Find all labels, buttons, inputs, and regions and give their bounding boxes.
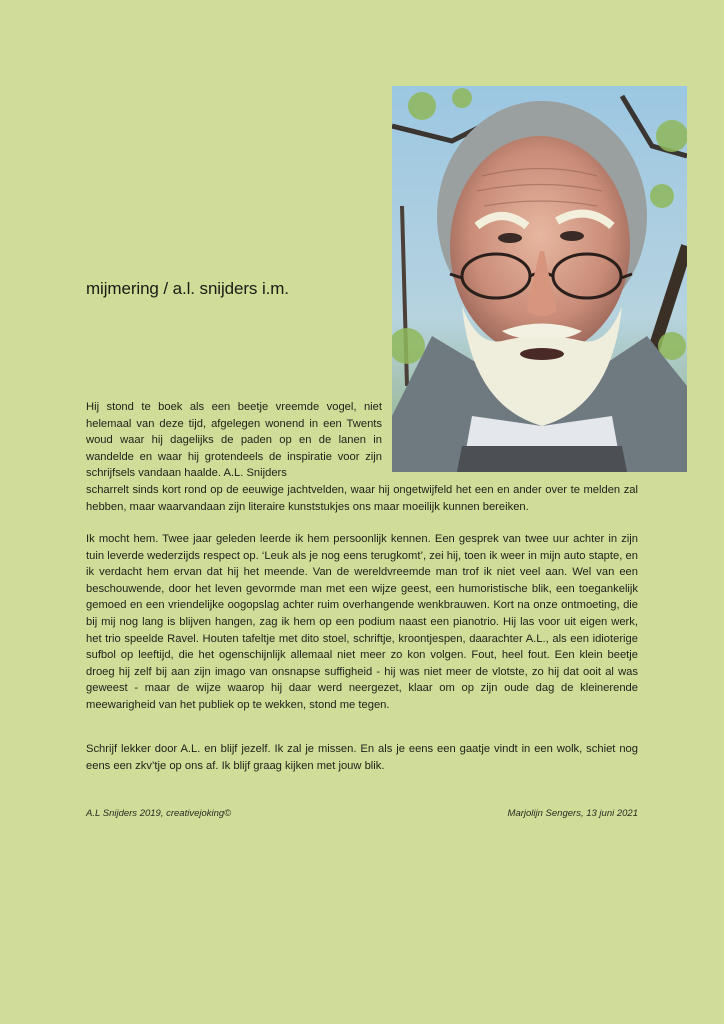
paragraph-memory: Ik mocht hem. Twee jaar geleden leerde ik hem persoonlijk kennen. Een gesprek van twee uur achter in zijn tuin leverde wederzijds respect op. ‘Leuk als je nog eens terugkomt’, zei hij, toen ik weer in mijn auto stapte, en ik verdacht hem ervan dat hij het meende. Van de wereldvreemde man trof ik niet veel aan. Wel van een beschouwende, door het leven gevormde man met een wijze geest, een humoristische blik, een toegankelijk gemoed en een vriendelijke oogopslag achter ruim overhangende wenkbrauwen. Kort na onze ontmoeting, die bij mij nog lang is blijven hangen, zag ik hem op een podium naast een pianotrio. Hij las voor uit eigen werk, het trio speelde Ravel. Houten tafeltje met dito stoel, schriftje, kroontjespen, daarachter A.L., als een idioterige sufbol op leeftijd, die het ogenschijnlijk allemaal niet meer zo kon volgen. Fout, heel fout. Een klein beetje droeg hij zelf bij aan zijn imago van onsnapse suffigheid - hij was niet meer de vlotste, zo hij dat ooit al was geweest - maar de wijze waarop hij daar werd neergezet, klaar om op zijn oude dag de kleinerende meewarigheid van het publiek op te wekken, stond me tegen. (86, 533, 638, 711)
paragraph-intro-continued: scharrelt sinds kort rond op de eeuwige jachtvelden, waar hij ongetwijfeld het een en ander over te melden zal hebben, maar waarvandaan zijn literaire kunststukjes ons maar moeilijk kunnen bereiken. (86, 484, 638, 513)
page-title: mijmering / a.l. snijders i.m. (86, 279, 289, 298)
paragraph-farewell: Schrijf lekker door A.L. en blijf jezelf. Ik zal je missen. En als je eens een gaatje vindt in een wolk, schiet nog eens een zkv’tje op ons af. Ik blijf graag kijken met jouw blik. (86, 743, 638, 772)
paragraph-intro: Hij stond te boek als een beetje vreemde vogel, niet helemaal van deze tijd, afgelegen wonend in een Twents woud waar hij dagelijks de paden op en de lanen in wandelde en waar hij grotendeels de inspiratie voor zijn schrijfsels vandaan haalde. A.L. Snijders (86, 401, 382, 480)
photo-credit: A.L Snijders 2019, creativejoking© (86, 808, 232, 819)
portrait-photo (392, 86, 687, 472)
author-signature: Marjolijn Sengers, 13 juni 2021 (507, 808, 638, 819)
portrait-photo-icon (392, 86, 687, 472)
